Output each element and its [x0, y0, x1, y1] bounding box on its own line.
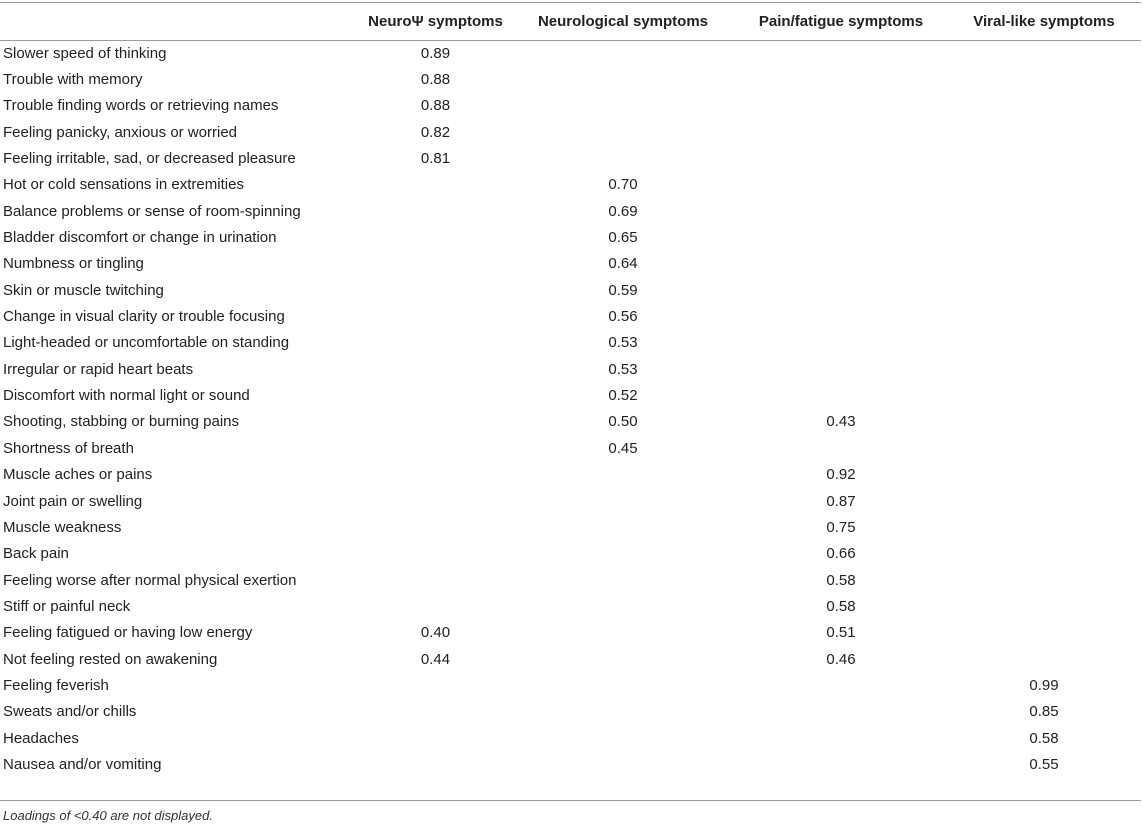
table-row [0, 224, 1141, 250]
loading-cell [947, 277, 1141, 303]
loading-cell [511, 488, 735, 514]
loading-cell [947, 488, 1141, 514]
table-row [0, 462, 1141, 488]
loading-cell [947, 40, 1141, 66]
loading-cell: 0.46 [826, 650, 856, 668]
factor-loadings-table [0, 3, 1141, 778]
table-row [0, 93, 1141, 119]
symptom-label: Joint pain or swelling [3, 492, 143, 510]
symptom-label: Muscle weakness [3, 518, 122, 536]
loading-cell: 0.99 [1029, 676, 1059, 694]
loading-cell [947, 303, 1141, 329]
loading-cell: 0.88 [420, 97, 451, 115]
loading-cell [735, 699, 947, 725]
symptom-label: Feeling panicky, anxious or worried [3, 123, 238, 141]
symptom-label: Hot or cold sensations in extremities [3, 176, 244, 194]
loading-cell [360, 435, 511, 461]
loading-cell [735, 40, 947, 66]
loading-cell [360, 541, 511, 567]
table-row [0, 593, 1141, 619]
loading-cell [947, 251, 1141, 277]
loading-cell [511, 593, 735, 619]
symptom-label: Change in visual clarity or trouble focusing [3, 308, 285, 326]
loading-cell [735, 277, 947, 303]
loading-cell [360, 277, 511, 303]
loading-cell [947, 593, 1141, 619]
loading-cell: 0.92 [826, 466, 856, 484]
loading-cell [360, 672, 511, 698]
loading-cell [735, 145, 947, 171]
loading-cell: 0.88 [420, 71, 451, 89]
loading-cell [947, 66, 1141, 92]
loading-cell: 0.58 [826, 571, 856, 589]
loading-cell [947, 435, 1141, 461]
loading-cell [511, 541, 735, 567]
symptom-label: Shooting, stabbing or burning pains [3, 413, 240, 431]
loading-cell [947, 567, 1141, 593]
loading-cell: 0.56 [608, 308, 638, 326]
table-row [0, 356, 1141, 382]
loading-cell [360, 567, 511, 593]
loading-cell [511, 462, 735, 488]
loading-cell: 0.69 [608, 202, 638, 220]
symptom-label: Balance problems or sense of room-spinning [3, 202, 301, 220]
loading-cell [360, 462, 511, 488]
loading-cell [735, 751, 947, 777]
symptom-label: Sweats and/or chills [3, 703, 137, 721]
loading-cell [947, 172, 1141, 198]
loading-cell [735, 356, 947, 382]
loading-cell: 0.40 [420, 624, 451, 642]
table-row [0, 699, 1141, 725]
loading-cell [735, 382, 947, 408]
loading-cell [511, 119, 735, 145]
loading-cell [511, 145, 735, 171]
loading-cell: 0.44 [420, 650, 451, 668]
symptom-label: Numbness or tingling [3, 255, 144, 273]
loading-cell: 0.70 [608, 176, 638, 194]
table-footnote: Loadings of <0.40 are not displayed. [3, 808, 213, 823]
loading-cell [360, 488, 511, 514]
loading-cell [947, 356, 1141, 382]
loading-cell [360, 172, 511, 198]
loading-cell [947, 119, 1141, 145]
loading-cell [360, 330, 511, 356]
table-row [0, 751, 1141, 777]
loading-cell [947, 514, 1141, 540]
symptom-label: Not feeling rested on awakening [3, 650, 218, 668]
loading-cell: 0.43 [826, 413, 856, 431]
loading-cell [511, 93, 735, 119]
symptom-label: Light-headed or uncomfortable on standing [3, 334, 290, 352]
loading-cell [735, 119, 947, 145]
loading-cell [735, 172, 947, 198]
loading-cell: 0.82 [420, 123, 451, 141]
loading-cell [735, 725, 947, 751]
loading-cell [735, 198, 947, 224]
header-row [0, 3, 1141, 40]
loading-cell: 0.51 [826, 624, 856, 642]
loading-cell [360, 224, 511, 250]
loading-cell: 0.59 [608, 281, 638, 299]
loading-cell [360, 751, 511, 777]
loading-cell: 0.53 [608, 360, 638, 378]
symptom-label: Feeling irritable, sad, or decreased pleasure [3, 150, 296, 168]
symptom-label: Discomfort with normal light or sound [3, 387, 250, 405]
table-body [0, 40, 1141, 778]
loading-cell [360, 251, 511, 277]
loading-cell [947, 382, 1141, 408]
loading-cell [947, 646, 1141, 672]
bottom-rule [0, 800, 1141, 801]
header-viral-like: Viral-like symptoms [973, 13, 1115, 30]
loading-cell [511, 672, 735, 698]
loading-cell: 0.55 [1029, 755, 1059, 773]
table-row [0, 40, 1141, 66]
loading-cell [360, 514, 511, 540]
table-row [0, 409, 1141, 435]
symptom-label: Back pain [3, 545, 69, 563]
loading-cell [360, 356, 511, 382]
loading-cell [360, 409, 511, 435]
loading-cell: 0.65 [608, 229, 638, 247]
loading-cell [735, 435, 947, 461]
loading-cell: 0.87 [826, 492, 856, 510]
loading-cell [511, 567, 735, 593]
loading-cell [735, 251, 947, 277]
table-row [0, 514, 1141, 540]
loading-cell [735, 93, 947, 119]
loading-cell [360, 699, 511, 725]
loading-cell [947, 541, 1141, 567]
symptom-label: Trouble finding words or retrieving names [3, 97, 279, 115]
header-symptom [0, 3, 360, 40]
symptom-label: Trouble with memory [3, 71, 143, 89]
table-row [0, 145, 1141, 171]
loading-cell [511, 699, 735, 725]
loading-cell [360, 198, 511, 224]
loading-cell [735, 330, 947, 356]
loading-cell [360, 593, 511, 619]
loading-cell: 0.85 [1029, 703, 1059, 721]
loading-cell [947, 93, 1141, 119]
symptom-label: Feeling fatigued or having low energy [3, 624, 253, 642]
symptom-label: Feeling feverish [3, 676, 109, 694]
loading-cell [511, 646, 735, 672]
loading-cell: 0.45 [608, 439, 638, 457]
loading-cell: 0.75 [826, 518, 856, 536]
loading-cell [947, 198, 1141, 224]
loading-cell [735, 224, 947, 250]
loading-cell: 0.58 [826, 597, 856, 615]
loading-cell [511, 40, 735, 66]
symptom-label: Bladder discomfort or change in urination [3, 229, 277, 247]
loading-cell [360, 303, 511, 329]
loading-cell [511, 66, 735, 92]
loading-cell [735, 303, 947, 329]
header-neuropsych: NeuroΨ symptoms [368, 13, 503, 30]
table-row [0, 172, 1141, 198]
loading-cell [735, 672, 947, 698]
table-row [0, 330, 1141, 356]
loading-cell [511, 514, 735, 540]
table-row [0, 620, 1141, 646]
loading-cell: 0.66 [826, 545, 856, 563]
table-row [0, 251, 1141, 277]
loading-cell: 0.58 [1029, 729, 1059, 747]
table-row [0, 567, 1141, 593]
loading-cell [947, 145, 1141, 171]
table-row [0, 646, 1141, 672]
symptom-label: Muscle aches or pains [3, 466, 153, 484]
table-row [0, 198, 1141, 224]
loading-cell: 0.64 [608, 255, 638, 273]
header-pain-fatigue: Pain/fatigue symptoms [758, 13, 924, 30]
loading-cell [511, 725, 735, 751]
symptom-label: Feeling worse after normal physical exertion [3, 571, 297, 589]
symptom-label: Stiff or painful neck [3, 597, 131, 615]
table-row [0, 119, 1141, 145]
table-row [0, 277, 1141, 303]
table-row [0, 435, 1141, 461]
symptom-label: Shortness of breath [3, 439, 134, 457]
header-neurological: Neurological symptoms [537, 13, 709, 30]
loading-cell: 0.52 [608, 387, 638, 405]
symptom-label: Skin or muscle twitching [3, 281, 164, 299]
loading-cell [947, 409, 1141, 435]
loading-cell [947, 330, 1141, 356]
table-row [0, 303, 1141, 329]
table-row [0, 672, 1141, 698]
loading-cell: 0.53 [608, 334, 638, 352]
table-row [0, 382, 1141, 408]
table-row [0, 541, 1141, 567]
symptom-label: Slower speed of thinking [3, 44, 167, 62]
loading-cell [947, 462, 1141, 488]
table-row [0, 66, 1141, 92]
symptom-label: Irregular or rapid heart beats [3, 360, 194, 378]
loading-cell: 0.81 [420, 150, 451, 168]
table-row [0, 725, 1141, 751]
symptom-label: Headaches [3, 729, 79, 747]
loading-cell [735, 66, 947, 92]
loading-cell: 0.89 [420, 44, 451, 62]
loading-cell [511, 620, 735, 646]
loading-cell: 0.50 [608, 413, 638, 431]
symptom-label: Nausea and/or vomiting [3, 755, 162, 773]
loading-cell [511, 751, 735, 777]
table-row [0, 488, 1141, 514]
loading-cell [360, 725, 511, 751]
loading-cell [360, 382, 511, 408]
loading-cell [947, 620, 1141, 646]
loading-cell [947, 224, 1141, 250]
